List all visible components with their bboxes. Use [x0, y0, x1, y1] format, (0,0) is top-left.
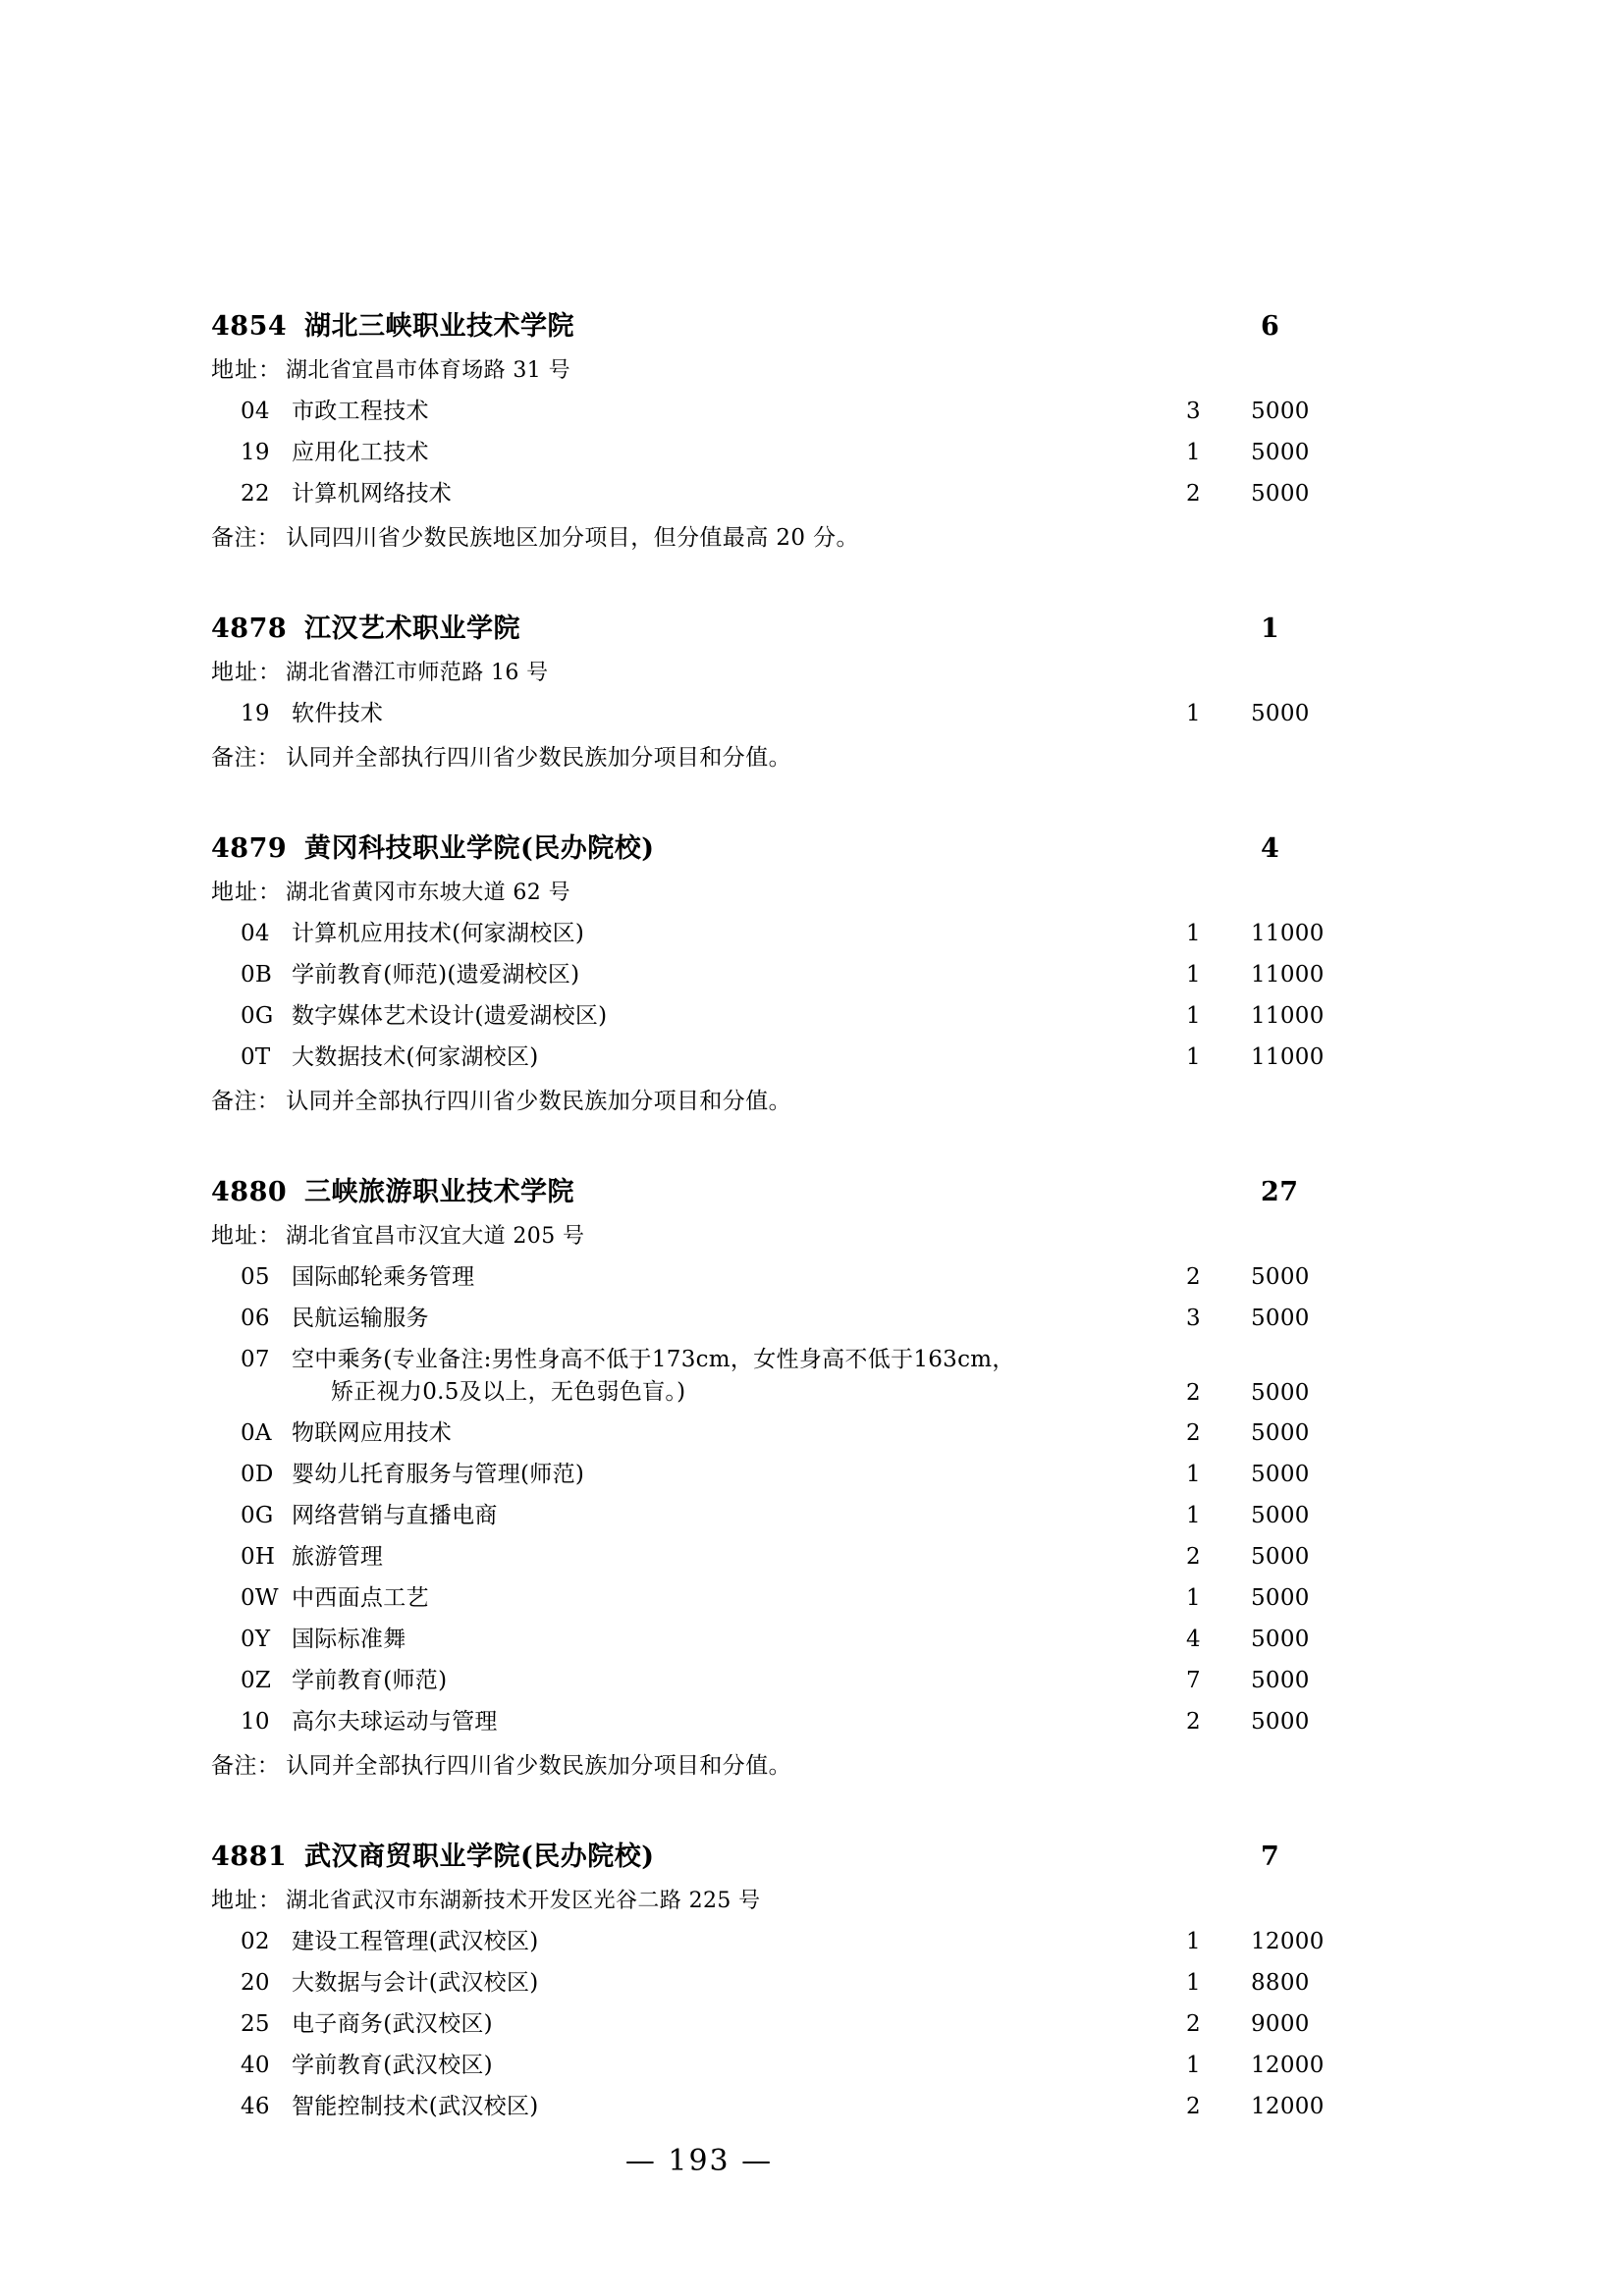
major-name [278, 1341, 1186, 1406]
school-plan-count: 4 [1261, 833, 1280, 864]
major-row [211, 915, 1379, 947]
major-tuition-fee: 5000 [1251, 1709, 1310, 1735]
major-tuition-fee: 5000 [1251, 399, 1310, 424]
major-tuition-fee: 5000 [1251, 1627, 1310, 1652]
address-text: 湖北省潜江市师范路 16 号 [286, 661, 549, 685]
school-name: 武汉商贸职业学院(民办院校) [304, 1842, 655, 1872]
note-label: 备注： [211, 1089, 281, 1114]
major-tuition-fee: 11000 [1251, 1003, 1325, 1029]
school-block [211, 1835, 1379, 2120]
major-name-line2: 矫正视力0.5及以上，无色弱色盲。) [331, 1379, 686, 1405]
address-text: 湖北省黄冈市东坡大道 62 号 [286, 881, 570, 905]
school-block [211, 827, 1379, 1115]
school-address [211, 654, 1379, 686]
note-label: 备注： [211, 1753, 281, 1779]
major-row [211, 2088, 1379, 2120]
major-name: 网络营销与直播电商 [292, 1503, 498, 1528]
school-header [211, 607, 1379, 645]
major-row [211, 1415, 1379, 1447]
major-tuition-fee: 5000 [1251, 481, 1310, 507]
school-code: 4879 [211, 833, 288, 864]
major-name: 市政工程技术 [292, 399, 429, 424]
major-tuition-fee: 5000 [1251, 1503, 1310, 1528]
major-name: 电子商务(武汉校区) [292, 2011, 493, 2037]
major-code: 06 [241, 1306, 270, 1331]
major-name: 建设工程管理(武汉校区) [292, 1929, 539, 1954]
school-code: 4881 [211, 1842, 288, 1872]
major-code: 02 [241, 1929, 270, 1954]
major-tuition-fee: 11000 [1251, 921, 1325, 946]
major-plan-count: 2 [1186, 1709, 1201, 1735]
major-code: 40 [241, 2053, 270, 2078]
major-code: 0A [241, 1420, 272, 1446]
address-text: 湖北省宜昌市汉宜大道 205 号 [286, 1224, 585, 1249]
major-plan-count: 1 [1186, 1503, 1201, 1528]
major-name: 学前教育(武汉校区) [292, 2053, 493, 2078]
major-plan-count: 1 [1186, 1929, 1201, 1954]
major-code: 0G [241, 1003, 274, 1029]
address-label: 地址： [211, 1888, 282, 1913]
major-row [211, 2005, 1379, 2038]
major-tuition-fee: 5000 [1251, 1306, 1310, 1331]
address-label: 地址： [211, 1223, 282, 1249]
address-text: 湖北省武汉市东湖新技术开发区光谷二路 225 号 [286, 1889, 761, 1913]
major-name: 计算机应用技术(何家湖校区) [292, 921, 585, 946]
school-plan-count: 27 [1261, 1177, 1299, 1207]
major-plan-count: 1 [1186, 962, 1201, 988]
major-tuition-fee: 5000 [1251, 1462, 1310, 1487]
major-name: 软件技术 [292, 701, 384, 726]
major-plan-count: 2 [1186, 481, 1201, 507]
note-text: 认同并全部执行四川省少数民族加分项目和分值。 [286, 1753, 792, 1779]
major-row [211, 956, 1379, 988]
major-plan-count: 1 [1186, 1044, 1201, 1070]
major-name: 大数据技术(何家湖校区) [292, 1044, 539, 1070]
footer-dash-left: — [624, 2144, 657, 2178]
major-tuition-fee: 5000 [1251, 440, 1310, 465]
major-name: 计算机网络技术 [292, 481, 453, 507]
major-code: 04 [241, 921, 270, 946]
major-code: 05 [241, 1264, 270, 1290]
school-plan-count: 6 [1261, 311, 1280, 342]
major-code: 19 [241, 701, 270, 726]
note-label: 备注： [211, 525, 281, 551]
major-plan-count: 1 [1186, 1462, 1201, 1487]
school-name: 湖北三峡职业技术学院 [304, 311, 574, 342]
major-code: 0Y [241, 1627, 271, 1652]
major-row [211, 475, 1379, 507]
school-plan-count: 7 [1261, 1842, 1280, 1872]
major-code: 0B [241, 962, 273, 988]
major-row [211, 997, 1379, 1030]
major-tuition-fee: 5000 [1251, 1264, 1310, 1290]
major-row [211, 1621, 1379, 1653]
major-code: 0G [241, 1503, 274, 1528]
school-code: 4854 [211, 311, 288, 342]
school-name: 黄冈科技职业学院(民办院校) [304, 833, 655, 864]
major-name: 婴幼儿托育服务与管理(师范) [292, 1462, 585, 1487]
major-code: 0H [241, 1544, 276, 1570]
school-note [211, 739, 1379, 772]
major-row [211, 695, 1379, 727]
major-plan-count: 2 [1186, 2094, 1201, 2119]
school-note [211, 1747, 1379, 1780]
major-code: 20 [241, 1970, 270, 1996]
major-code: 22 [241, 481, 270, 507]
major-name: 应用化工技术 [292, 440, 429, 465]
school-plan-count: 1 [1261, 614, 1280, 644]
school-name: 三峡旅游职业技术学院 [304, 1177, 574, 1207]
major-code: 46 [241, 2094, 270, 2119]
school-code: 4880 [211, 1177, 288, 1207]
school-header [211, 827, 1379, 865]
note-text: 认同四川省少数民族地区加分项目，但分值最高 20 分。 [286, 525, 859, 551]
note-label: 备注： [211, 745, 281, 771]
major-code: 0Z [241, 1668, 272, 1693]
major-tuition-fee: 5000 [1251, 1585, 1310, 1611]
major-name: 高尔夫球运动与管理 [292, 1709, 498, 1735]
major-name-line1: 空中乘务(专业备注:男性身高不低于173cm，女性身高不低于163cm， [292, 1347, 1015, 1372]
major-row [211, 393, 1379, 425]
major-plan-count: 2 [1186, 1380, 1201, 1406]
major-tuition-fee: 11000 [1251, 1044, 1325, 1070]
major-tuition-fee: 8800 [1251, 1970, 1310, 1996]
major-name: 物联网应用技术 [292, 1420, 453, 1446]
major-row [211, 1258, 1379, 1291]
address-text: 湖北省宜昌市体育场路 31 号 [286, 358, 570, 383]
major-code: 25 [241, 2011, 270, 2037]
major-code: 19 [241, 440, 270, 465]
major-plan-count: 1 [1186, 2053, 1201, 2078]
major-plan-count: 2 [1186, 1420, 1201, 1446]
note-text: 认同并全部执行四川省少数民族加分项目和分值。 [286, 1089, 792, 1114]
major-row [211, 2047, 1379, 2079]
major-code: 04 [241, 399, 270, 424]
major-plan-count: 3 [1186, 399, 1201, 424]
note-text: 认同并全部执行四川省少数民族加分项目和分值。 [286, 745, 792, 771]
major-row [211, 1538, 1379, 1571]
major-name: 数字媒体艺术设计(遗爱湖校区) [292, 1003, 608, 1029]
school-address [211, 1882, 1379, 1914]
school-code: 4878 [211, 614, 288, 644]
address-label: 地址： [211, 660, 282, 685]
major-plan-count: 1 [1186, 921, 1201, 946]
major-row [211, 1923, 1379, 1955]
school-header [211, 1835, 1379, 1873]
major-plan-count: 2 [1186, 2011, 1201, 2037]
major-row [211, 434, 1379, 466]
major-tuition-fee: 5000 [1251, 1380, 1310, 1406]
school-address [211, 874, 1379, 906]
major-name: 智能控制技术(武汉校区) [292, 2094, 539, 2119]
address-label: 地址： [211, 357, 282, 383]
major-plan-count: 7 [1186, 1668, 1201, 1693]
page-number: 193 [668, 2144, 731, 2178]
major-plan-count: 2 [1186, 1544, 1201, 1570]
school-block [211, 304, 1379, 552]
school-note [211, 1083, 1379, 1115]
major-code: 10 [241, 1709, 270, 1735]
major-row [211, 1703, 1379, 1735]
major-plan-count: 1 [1186, 440, 1201, 465]
school-block [211, 1170, 1379, 1780]
major-plan-count: 3 [1186, 1306, 1201, 1331]
major-name: 国际标准舞 [292, 1627, 406, 1652]
major-name: 旅游管理 [292, 1544, 384, 1570]
major-row [211, 1964, 1379, 1997]
major-name: 国际邮轮乘务管理 [292, 1264, 475, 1290]
major-row [211, 1497, 1379, 1529]
major-tuition-fee: 5000 [1251, 1668, 1310, 1693]
major-row [211, 1300, 1379, 1332]
major-name: 学前教育(师范) [292, 1668, 448, 1693]
major-name: 学前教育(师范)(遗爱湖校区) [292, 962, 580, 988]
school-address [211, 351, 1379, 384]
major-name: 民航运输服务 [292, 1306, 429, 1331]
major-code: 07 [241, 1347, 270, 1372]
major-plan-count: 1 [1186, 1585, 1201, 1611]
major-row [211, 1579, 1379, 1612]
school-header [211, 304, 1379, 343]
page-footer [0, 2144, 1624, 2178]
footer-dash-right: — [741, 2144, 774, 2178]
major-row [211, 1341, 1379, 1406]
major-name: 中西面点工艺 [292, 1585, 429, 1611]
major-row [211, 1662, 1379, 1694]
school-block [211, 607, 1379, 772]
school-header [211, 1170, 1379, 1208]
major-tuition-fee: 9000 [1251, 2011, 1310, 2037]
major-code: 0D [241, 1462, 274, 1487]
major-code: 0T [241, 1044, 271, 1070]
address-label: 地址： [211, 880, 282, 905]
major-plan-count: 2 [1186, 1264, 1201, 1290]
school-name: 江汉艺术职业学院 [304, 614, 520, 644]
major-row [211, 1039, 1379, 1071]
school-note [211, 519, 1379, 552]
major-tuition-fee: 5000 [1251, 1420, 1310, 1446]
major-plan-count: 4 [1186, 1627, 1201, 1652]
major-tuition-fee: 12000 [1251, 2053, 1325, 2078]
major-row [211, 1456, 1379, 1488]
major-name: 大数据与会计(武汉校区) [292, 1970, 539, 1996]
major-plan-count: 1 [1186, 1003, 1201, 1029]
major-plan-count: 1 [1186, 1970, 1201, 1996]
major-plan-count: 1 [1186, 701, 1201, 726]
major-tuition-fee: 5000 [1251, 701, 1310, 726]
major-tuition-fee: 5000 [1251, 1544, 1310, 1570]
major-tuition-fee: 11000 [1251, 962, 1325, 988]
school-address [211, 1217, 1379, 1250]
major-code: 0W [241, 1585, 279, 1611]
major-tuition-fee: 12000 [1251, 1929, 1325, 1954]
major-tuition-fee: 12000 [1251, 2094, 1325, 2119]
